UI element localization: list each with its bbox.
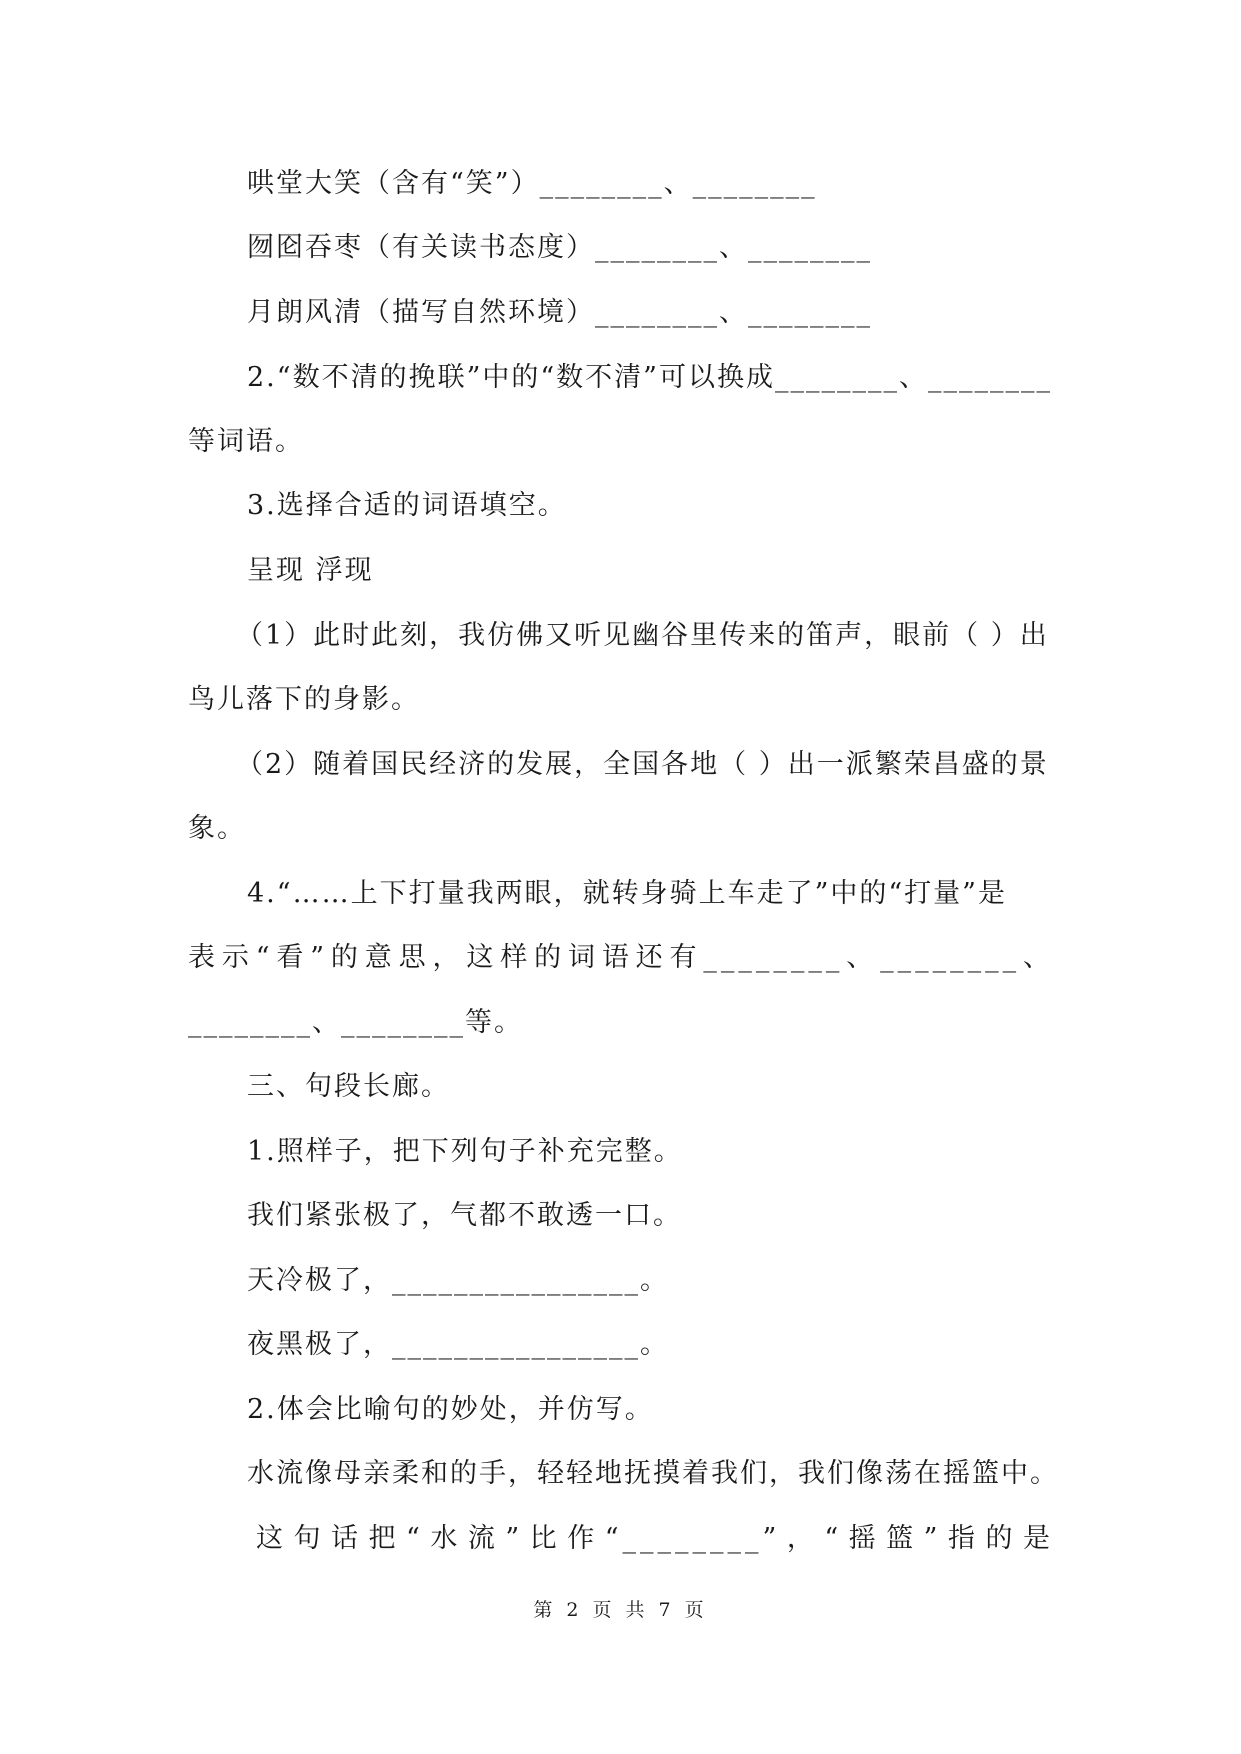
text-line: 水流像母亲柔和的手，轻轻地抚摸着我们，我们像荡在摇篮中。 bbox=[247, 1458, 1059, 1489]
section-heading: 三、句段长廊。 bbox=[247, 1071, 450, 1102]
text-line: （1）此时此刻，我仿佛又听见幽谷里传来的笛声，眼前（ ）出 bbox=[236, 620, 1049, 651]
text-line: 1.照样子，把下列句子补充完整。 bbox=[247, 1136, 683, 1167]
text-line: 表示“看”的意思，这样的词语还有________、________、 bbox=[188, 942, 1054, 973]
text-line: 象。 bbox=[188, 813, 246, 844]
text-line: 夜黑极了，________________。 bbox=[247, 1329, 669, 1360]
text-line: 2.“数不清的挽联”中的“数不清”可以换成________、________ bbox=[247, 362, 1052, 393]
text-line: 我们紧张极了，气都不敢透一口。 bbox=[247, 1200, 682, 1231]
text-line: 3.选择合适的词语填空。 bbox=[247, 490, 567, 521]
text-line: 天冷极了，________________。 bbox=[247, 1265, 669, 1296]
text-line: 呈现 浮现 bbox=[247, 555, 374, 586]
text-line: 囫囵吞枣（有关读书态度）________、________ bbox=[247, 232, 872, 263]
text-line: 这句话把“水流”比作“________”，“摇篮”指的是 bbox=[256, 1523, 1054, 1554]
text-line: （2）随着国民经济的发展，全国各地（ ）出一派繁荣昌盛的景 bbox=[236, 749, 1049, 780]
text-line: ________、________等。 bbox=[188, 1007, 523, 1038]
page-footer: 第 2 页 共 7 页 bbox=[533, 1599, 708, 1621]
text-line: 月朗风清（描写自然环境）________、________ bbox=[247, 297, 872, 328]
text-line: 鸟儿落下的身影。 bbox=[188, 684, 420, 715]
text-line: 2.体会比喻句的妙处，并仿写。 bbox=[247, 1394, 654, 1425]
text-line: 等词语。 bbox=[188, 426, 304, 457]
text-line: 哄堂大笑（含有“笑”）________、________ bbox=[247, 168, 817, 199]
text-line: 4.“……上下打量我两眼，就转身骑上车走了”中的“打量”是 bbox=[247, 878, 1007, 909]
